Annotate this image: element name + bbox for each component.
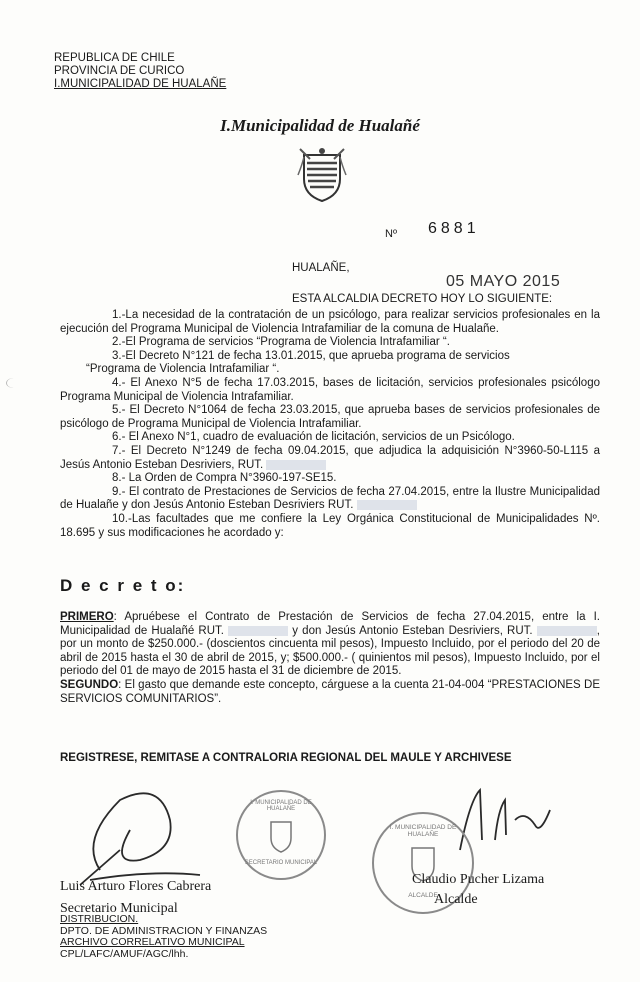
consideration-9-text: 9.- El contrato de Prestaciones de Servicios de fecha 27.04.2015, entre la Ilustre Municipalidad de Hualañe y don Jesús Antonio Esteban Desriviers RUT. bbox=[60, 485, 600, 512]
consideration-6: 6.- El Anexo N°1, cuadro de evaluación de licitación, servicios de un Psicólogo. bbox=[112, 431, 515, 444]
signature-left-icon bbox=[60, 780, 260, 890]
primero-label: PRIMERO bbox=[60, 611, 114, 623]
stamp-left-top: I. MUNICIPALIDAD DE HUALAÑE bbox=[250, 800, 312, 812]
consideration-8: 8.- La Orden de Compra N°3960-197-SE15. bbox=[112, 472, 337, 485]
document-title: I.Municipalidad de Hualañé bbox=[220, 116, 420, 135]
resolution-primero bbox=[60, 611, 600, 679]
date-stamp: 05 MAYO 2015 bbox=[446, 273, 561, 290]
signer-left-name: Luis Arturo Flores Cabrera bbox=[60, 879, 212, 894]
place-label: HUALAÑE, bbox=[292, 262, 350, 274]
consideration-3b: “Programa de Violencia Intrafamiliar “. bbox=[86, 363, 280, 376]
resolutions bbox=[60, 611, 600, 706]
redacted-rut bbox=[537, 626, 597, 636]
primero-text-c: , por un monto de $250.000.- (doscientos cincuenta mil pesos), Impuesto Incluido, por el periodo del 20 de abril de 2015 hasta el 30 de abril de 2015, y; $500.000.- ( quinientos mil pesos), Impuesto Incluido, por el periodo del 01 de mayo de 2015 hasta el 31 de diciembre de 2015. bbox=[60, 624, 600, 678]
letterhead-line-3: I.MUNICIPALIDAD DE HUALAÑE bbox=[54, 78, 227, 90]
stamp-right-bottom: ALCALDE bbox=[408, 892, 438, 899]
decree-intro: ESTA ALCALDIA DECRETO HOY LO SIGUIENTE: bbox=[292, 293, 553, 305]
stamp-secretario bbox=[236, 790, 326, 880]
stamp-right-top: I. MUNICIPALIDAD DE HUALAÑE bbox=[389, 824, 457, 838]
signer-left-role: Secretario Municipal bbox=[60, 901, 178, 916]
consideration-5: 5.- El Decreto N°1064 de fecha 23.03.2015, que aprueba bases de servicios profesionales de psicólogo de Programa Municipal de Violencia Intrafamiliar. bbox=[60, 404, 600, 430]
decree-number: 6881 bbox=[428, 220, 480, 237]
primero-text-a: : Apruébese el Contrato de Prestación de Servicios de fecha 27.04.2015, entre la I. Municipalidad de Hualañé RUT. bbox=[60, 611, 600, 637]
distribution-title: DISTRIBUCION. bbox=[60, 913, 139, 925]
segundo-text: : El gasto que demande este concepto, cárguese a la cuenta 21-04-004 “PRESTACIONES DE SERVICIOS COMUNITARIOS”. bbox=[60, 678, 600, 705]
primero-text-b: y don Jesús Antonio Esteban Desriviers, RUT. bbox=[292, 624, 533, 637]
letterhead-line-2: PROVINCIA DE CURICO bbox=[54, 65, 185, 77]
consideration-3: 3.-El Decreto N°121 de fecha 13.01.2015, que aprueba programa de servicios bbox=[112, 349, 510, 362]
distribution-line-2: ARCHIVO CORRELATIVO MUNICIPAL bbox=[60, 936, 245, 949]
distribution-line-1: DPTO. DE ADMINISTRACION Y FINANZAS bbox=[60, 924, 268, 937]
register-line: REGISTRESE, REMITASE A CONTRALORIA REGIONAL DEL MAULE Y ARCHIVESE bbox=[60, 752, 512, 764]
considerations bbox=[60, 309, 600, 540]
signer-right-name: Claudio Pucher Lizama bbox=[412, 872, 545, 887]
segundo-label: SEGUNDO bbox=[60, 678, 119, 691]
decree-number-prefix: Nº bbox=[385, 228, 397, 240]
consideration-7 bbox=[60, 445, 600, 472]
municipal-crest-icon bbox=[296, 145, 348, 205]
decreto-heading: D e c r e t o: bbox=[60, 576, 186, 595]
distribution-line-3: CPL/LAFC/AMUF/AGC/lhh. bbox=[60, 947, 189, 960]
letterhead-line-1: REPUBLICA DE CHILE bbox=[54, 52, 175, 64]
consideration-4: 4.- El Anexo N°5 de fecha 17.03.2015, bases de licitación, servicios profesionales psicólogo Programa Municipal de Violencia Intrafamiliar. bbox=[60, 376, 600, 403]
consideration-10: 10.-Las facultades que me confiere la Ley Orgánica Constitucional de Municipalidades Nº. 18.695 y sus modificaciones he acordado y: bbox=[60, 512, 600, 539]
redacted-rut bbox=[228, 626, 288, 636]
distribution bbox=[60, 914, 267, 960]
letterhead bbox=[54, 52, 226, 91]
hole-punch-mark bbox=[6, 378, 21, 388]
consideration-7-text: 7.- El Decreto N°1249 de fecha 09.04.2015, que adjudica la adquisición N°3960-50-L115 a Jesús Antonio Esteban Desriviers, RUT. bbox=[60, 444, 600, 471]
redacted-rut bbox=[357, 500, 417, 510]
redacted-rut bbox=[266, 460, 326, 470]
signer-right bbox=[412, 870, 544, 910]
resolution-segundo bbox=[60, 679, 600, 706]
stamp-left-bottom: SECRETARIO MUNICIPAL bbox=[244, 860, 318, 866]
consideration-9 bbox=[60, 486, 600, 513]
consideration-2: 2.-El Programa de servicios “Programa de Violencia Intrafamiliar “. bbox=[112, 336, 450, 349]
consideration-1: 1.-La necesidad de la contratación de un psicólogo, para realizar servicios profesionales en la ejecución del Programa Municipal de Violencia Intrafamiliar de la comuna de Hualañe. bbox=[60, 309, 600, 335]
signer-right-role: Alcalde bbox=[434, 892, 478, 907]
